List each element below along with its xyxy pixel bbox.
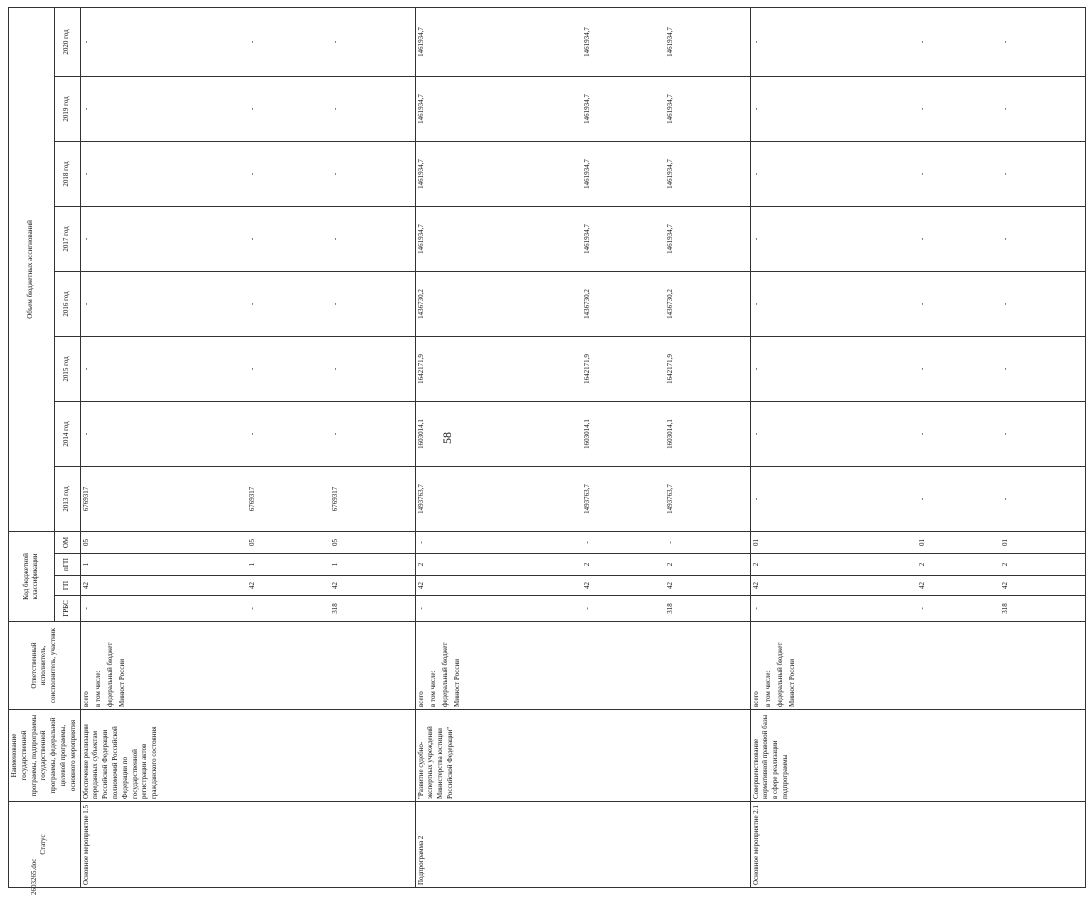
om-cell-line: 01 (1000, 538, 1009, 546)
grbs-cell-line (835, 598, 918, 619)
om-cell (750, 531, 1085, 553)
year-value-cell-line: - (81, 432, 90, 436)
year-value-cell-line: 1642171,9 (665, 354, 674, 384)
gp-cell-line (835, 578, 918, 593)
year-value-cell-line: - (751, 172, 760, 176)
year-value-cell-line: 1461934,7 (416, 94, 425, 124)
year-value-cell (80, 76, 415, 141)
gp-cell-line: 42 (665, 582, 674, 589)
year-value-cell-line: 1461934,7 (665, 27, 674, 57)
year-value-cell-line: - (917, 237, 926, 241)
year-value-cell-line: - (917, 107, 926, 111)
table-body (80, 7, 1085, 887)
year-value-cell (750, 271, 1085, 336)
year-value-cell-line: - (1000, 432, 1009, 436)
om-cell-line: 05 (330, 538, 339, 546)
year-value-cell-line: - (330, 432, 339, 436)
responsible-cell-line: федеральный бюджет (775, 642, 784, 707)
year-value-cell-line (835, 144, 918, 204)
year-value-cell (80, 336, 415, 401)
pgp-cell-line (165, 556, 248, 573)
pgp-cell-line: 1 (247, 562, 256, 567)
header-gp: ГП (54, 576, 80, 596)
year-value-cell-line: - (751, 497, 760, 501)
year-value-cell-line: 1461934,7 (582, 224, 591, 254)
year-value-cell-line (165, 469, 248, 529)
responsible-cell-line: в том числе: (763, 670, 772, 707)
name-cell: Совершенствование нормативной правовой базы в сфере реализации подпрограммы (750, 710, 1085, 802)
grbs-cell-line: - (416, 607, 425, 610)
header-year: 2019 год (54, 76, 80, 141)
om-cell-line: 01 (917, 538, 926, 546)
om-cell-line: - (582, 541, 591, 544)
responsible-cell-line: Минюст России (787, 659, 796, 707)
grbs-cell-line: 318 (665, 603, 674, 614)
responsible-cell-line: федеральный бюджет (440, 642, 449, 707)
gp-cell-line: 42 (582, 582, 591, 589)
year-value-cell-line: - (1000, 40, 1009, 44)
year-value-cell-line: - (81, 172, 90, 176)
year-value-cell (750, 401, 1085, 466)
grbs-cell-line: 318 (330, 603, 339, 614)
year-value-cell-line: 1436730,2 (582, 289, 591, 319)
year-value-cell-line (835, 274, 918, 334)
year-value-cell (415, 141, 750, 206)
year-value-cell-line: - (81, 40, 90, 44)
year-value-cell-line: - (247, 432, 256, 436)
year-value-cell-line: 6769317 (81, 486, 90, 512)
gp-cell-line: 42 (81, 582, 90, 589)
grbs-cell-line: - (751, 607, 760, 610)
header-pgp: пГП (54, 554, 80, 576)
gp-cell-line (165, 578, 248, 593)
year-value-cell (80, 401, 415, 466)
year-value-cell-line: 6769317 (330, 486, 339, 512)
header-name: Наименование государственной программы, подпрограммы государственной программы, федеральной целевой программы, основного мероприятия (9, 710, 81, 802)
year-value-cell-line: 1493763,7 (582, 484, 591, 514)
table-row (415, 7, 750, 887)
status-cell: Основное мероприятие 2.1 (750, 802, 1085, 888)
year-value-cell-line: - (1000, 172, 1009, 176)
header-year: 2017 год (54, 206, 80, 271)
year-value-cell (415, 76, 750, 141)
year-value-cell-line: - (81, 237, 90, 241)
year-value-cell-line (165, 79, 248, 139)
gp-cell-line: 42 (416, 582, 425, 589)
status-cell: Основное мероприятие 1.5 (80, 802, 415, 888)
year-value-cell-line: - (1000, 237, 1009, 241)
responsible-cell-line: федеральный бюджет (105, 642, 114, 707)
year-value-cell-line: 1461934,7 (582, 27, 591, 57)
responsible-cell-line: всего (751, 691, 760, 707)
header-budget-code: Код бюджетной классификации (9, 531, 55, 621)
year-value-cell (415, 336, 750, 401)
om-cell-line (165, 534, 248, 551)
om-cell-line: 05 (81, 538, 90, 546)
year-value-cell-line (835, 209, 918, 269)
header-volume: Объем бюджетных ассигнований (9, 7, 55, 531)
year-value-cell-line: - (917, 172, 926, 176)
om-cell-line: 01 (751, 538, 760, 546)
year-value-cell-line: - (247, 107, 256, 111)
header-om: ОМ (54, 531, 80, 553)
responsible-cell (80, 622, 415, 710)
year-value-cell (750, 206, 1085, 271)
year-value-cell (415, 401, 750, 466)
gp-cell-line: 42 (751, 582, 760, 589)
om-cell-line: - (416, 541, 425, 544)
year-value-cell-line: - (1000, 497, 1009, 501)
gp-cell-line: 42 (1000, 582, 1009, 589)
year-value-cell-line (165, 209, 248, 269)
year-value-cell-line: - (247, 40, 256, 44)
year-value-cell-line: - (751, 302, 760, 306)
grbs-cell-line: 318 (1000, 603, 1009, 614)
year-value-cell-line: - (330, 40, 339, 44)
year-value-cell-line: - (330, 367, 339, 371)
year-value-cell-line: 1461934,7 (416, 224, 425, 254)
pgp-cell-line: 2 (1000, 562, 1009, 567)
year-value-cell-line: - (1000, 367, 1009, 371)
grbs-cell-line: - (917, 607, 926, 610)
year-value-cell-line: 1461934,7 (416, 27, 425, 57)
responsible-cell-line: Минюст России (117, 659, 126, 707)
year-value-cell-line (835, 404, 918, 464)
year-value-cell (80, 271, 415, 336)
year-value-cell (80, 466, 415, 531)
year-value-cell-line: 1493763,7 (665, 484, 674, 514)
gp-cell-line: 42 (917, 582, 926, 589)
year-value-cell-line (500, 404, 583, 464)
gp-cell (415, 576, 750, 596)
year-value-cell-line: - (1000, 302, 1009, 306)
pgp-cell-line: 2 (751, 562, 760, 567)
year-value-cell-line: 1461934,7 (582, 94, 591, 124)
year-value-cell-line (500, 209, 583, 269)
year-value-cell-line (500, 339, 583, 399)
pgp-cell-line: 2 (582, 562, 591, 567)
year-value-cell-line (500, 10, 583, 74)
year-value-cell-line: - (247, 302, 256, 306)
pgp-cell (415, 554, 750, 576)
gp-cell (80, 576, 415, 596)
year-value-cell-line (835, 79, 918, 139)
year-value-cell (750, 336, 1085, 401)
year-value-cell-line: 1436730,2 (416, 289, 425, 319)
status-cell: Подпрограмма 2 (415, 802, 750, 888)
grbs-cell-line: - (247, 607, 256, 610)
year-value-cell (750, 141, 1085, 206)
gp-cell-line: 42 (247, 582, 256, 589)
responsible-cell-line: всего (416, 691, 425, 707)
year-value-cell-line (165, 339, 248, 399)
year-value-cell-line: - (330, 302, 339, 306)
responsible-cell-line: Минюст России (452, 659, 461, 707)
pgp-cell-line: 2 (416, 562, 425, 567)
header-status: Статус (9, 802, 81, 888)
year-value-cell-line: - (330, 172, 339, 176)
year-value-cell-line: - (1000, 107, 1009, 111)
header-year: 2013 год (54, 466, 80, 531)
gp-cell-line (500, 578, 583, 593)
year-value-cell (80, 7, 415, 76)
header-year: 2016 год (54, 271, 80, 336)
year-value-cell-line: - (917, 432, 926, 436)
year-value-cell-line (165, 144, 248, 204)
header-grbs: ГРБС (54, 596, 80, 622)
year-value-cell-line (835, 469, 918, 529)
year-value-cell-line: 1642171,9 (582, 354, 591, 384)
pgp-cell-line: 2 (665, 562, 674, 567)
year-value-cell-line: - (81, 367, 90, 371)
om-cell-line: 05 (247, 538, 256, 546)
grbs-cell-line (500, 598, 583, 619)
pgp-cell-line: 1 (81, 562, 90, 567)
pgp-cell-line (835, 556, 918, 573)
responsible-cell-line: в том числе: (93, 670, 102, 707)
year-value-cell-line (165, 274, 248, 334)
year-value-cell-line: - (247, 367, 256, 371)
header-year: 2014 год (54, 401, 80, 466)
year-value-cell-line (500, 144, 583, 204)
gp-cell-line: 42 (330, 582, 339, 589)
pgp-cell-line: 2 (917, 562, 926, 567)
year-value-cell-line: - (247, 237, 256, 241)
header-responsible: Ответственный исполнитель, соисполнитель, участник (9, 622, 81, 710)
table-row (750, 7, 1085, 887)
grbs-cell-line: - (582, 607, 591, 610)
grbs-cell (750, 596, 1085, 622)
year-value-cell-line: - (81, 107, 90, 111)
header-year: 2020 год (54, 7, 80, 76)
grbs-cell (415, 596, 750, 622)
year-value-cell-line: 1603014,1 (416, 419, 425, 449)
page-number: 58 (440, 432, 454, 444)
year-value-cell-line (165, 404, 248, 464)
gp-cell (750, 576, 1085, 596)
year-value-cell-line: - (751, 367, 760, 371)
om-cell-line (500, 534, 583, 551)
year-value-cell-line (500, 274, 583, 334)
year-value-cell (750, 466, 1085, 531)
year-value-cell-line: 1461934,7 (665, 94, 674, 124)
year-value-cell-line: - (81, 302, 90, 306)
om-cell (415, 531, 750, 553)
year-value-cell (750, 7, 1085, 76)
year-value-cell-line: 1461934,7 (665, 159, 674, 189)
grbs-cell (80, 596, 415, 622)
year-value-cell (415, 466, 750, 531)
year-value-cell-line: - (751, 237, 760, 241)
year-value-cell-line: - (751, 107, 760, 111)
year-value-cell (80, 141, 415, 206)
year-value-cell-line (165, 10, 248, 74)
year-value-cell-line: 1642171,9 (416, 354, 425, 384)
year-value-cell-line: - (751, 40, 760, 44)
grbs-cell-line: - (81, 607, 90, 610)
year-value-cell-line: - (247, 172, 256, 176)
responsible-cell (750, 622, 1085, 710)
year-value-cell-line: - (917, 497, 926, 501)
budget-table (8, 7, 1086, 888)
year-value-cell-line: 1461934,7 (665, 224, 674, 254)
year-value-cell-line: 1603014,1 (582, 419, 591, 449)
pgp-cell (80, 554, 415, 576)
year-value-cell-line (500, 469, 583, 529)
table-row (80, 7, 415, 887)
om-cell-line: - (665, 541, 674, 544)
grbs-cell-line (165, 598, 248, 619)
year-value-cell-line (835, 10, 918, 74)
year-value-cell-line: - (330, 237, 339, 241)
header-year: 2018 год (54, 141, 80, 206)
year-value-cell (415, 271, 750, 336)
year-value-cell-line (835, 339, 918, 399)
year-value-cell-line: 1436730,2 (665, 289, 674, 319)
year-value-cell (415, 206, 750, 271)
responsible-cell-line: всего (81, 691, 90, 707)
om-cell (80, 531, 415, 553)
responsible-cell (415, 622, 750, 710)
year-value-cell-line: 6769317 (247, 486, 256, 512)
pgp-cell (750, 554, 1085, 576)
header-row-1 (9, 7, 55, 887)
header-year: 2015 год (54, 336, 80, 401)
responsible-cell-line: в том числе: (428, 670, 437, 707)
year-value-cell-line: 1461934,7 (582, 159, 591, 189)
year-value-cell-line (500, 79, 583, 139)
year-value-cell-line: - (917, 367, 926, 371)
year-value-cell (750, 76, 1085, 141)
year-value-cell-line: - (330, 107, 339, 111)
pgp-cell-line: 1 (330, 562, 339, 567)
name-cell: Обеспечение реализации переданных субъектам Российской Федерации полномочий Российской Федерации по государственной регистрации актов гражданского состояния (80, 710, 415, 802)
year-value-cell-line: - (917, 302, 926, 306)
year-value-cell (415, 7, 750, 76)
year-value-cell-line: 1603014,1 (665, 419, 674, 449)
om-cell-line (835, 534, 918, 551)
pgp-cell-line (500, 556, 583, 573)
year-value-cell-line: - (751, 432, 760, 436)
year-value-cell-line: - (917, 40, 926, 44)
year-value-cell (80, 206, 415, 271)
footer-filename: 2603265.doc (30, 858, 38, 895)
year-value-cell-line: 1493763,7 (416, 484, 425, 514)
year-value-cell-line: 1461934,7 (416, 159, 425, 189)
name-cell: "Развитие судебно-экспертных учреждений Министерства юстиции Российской Федерации" (415, 710, 750, 802)
